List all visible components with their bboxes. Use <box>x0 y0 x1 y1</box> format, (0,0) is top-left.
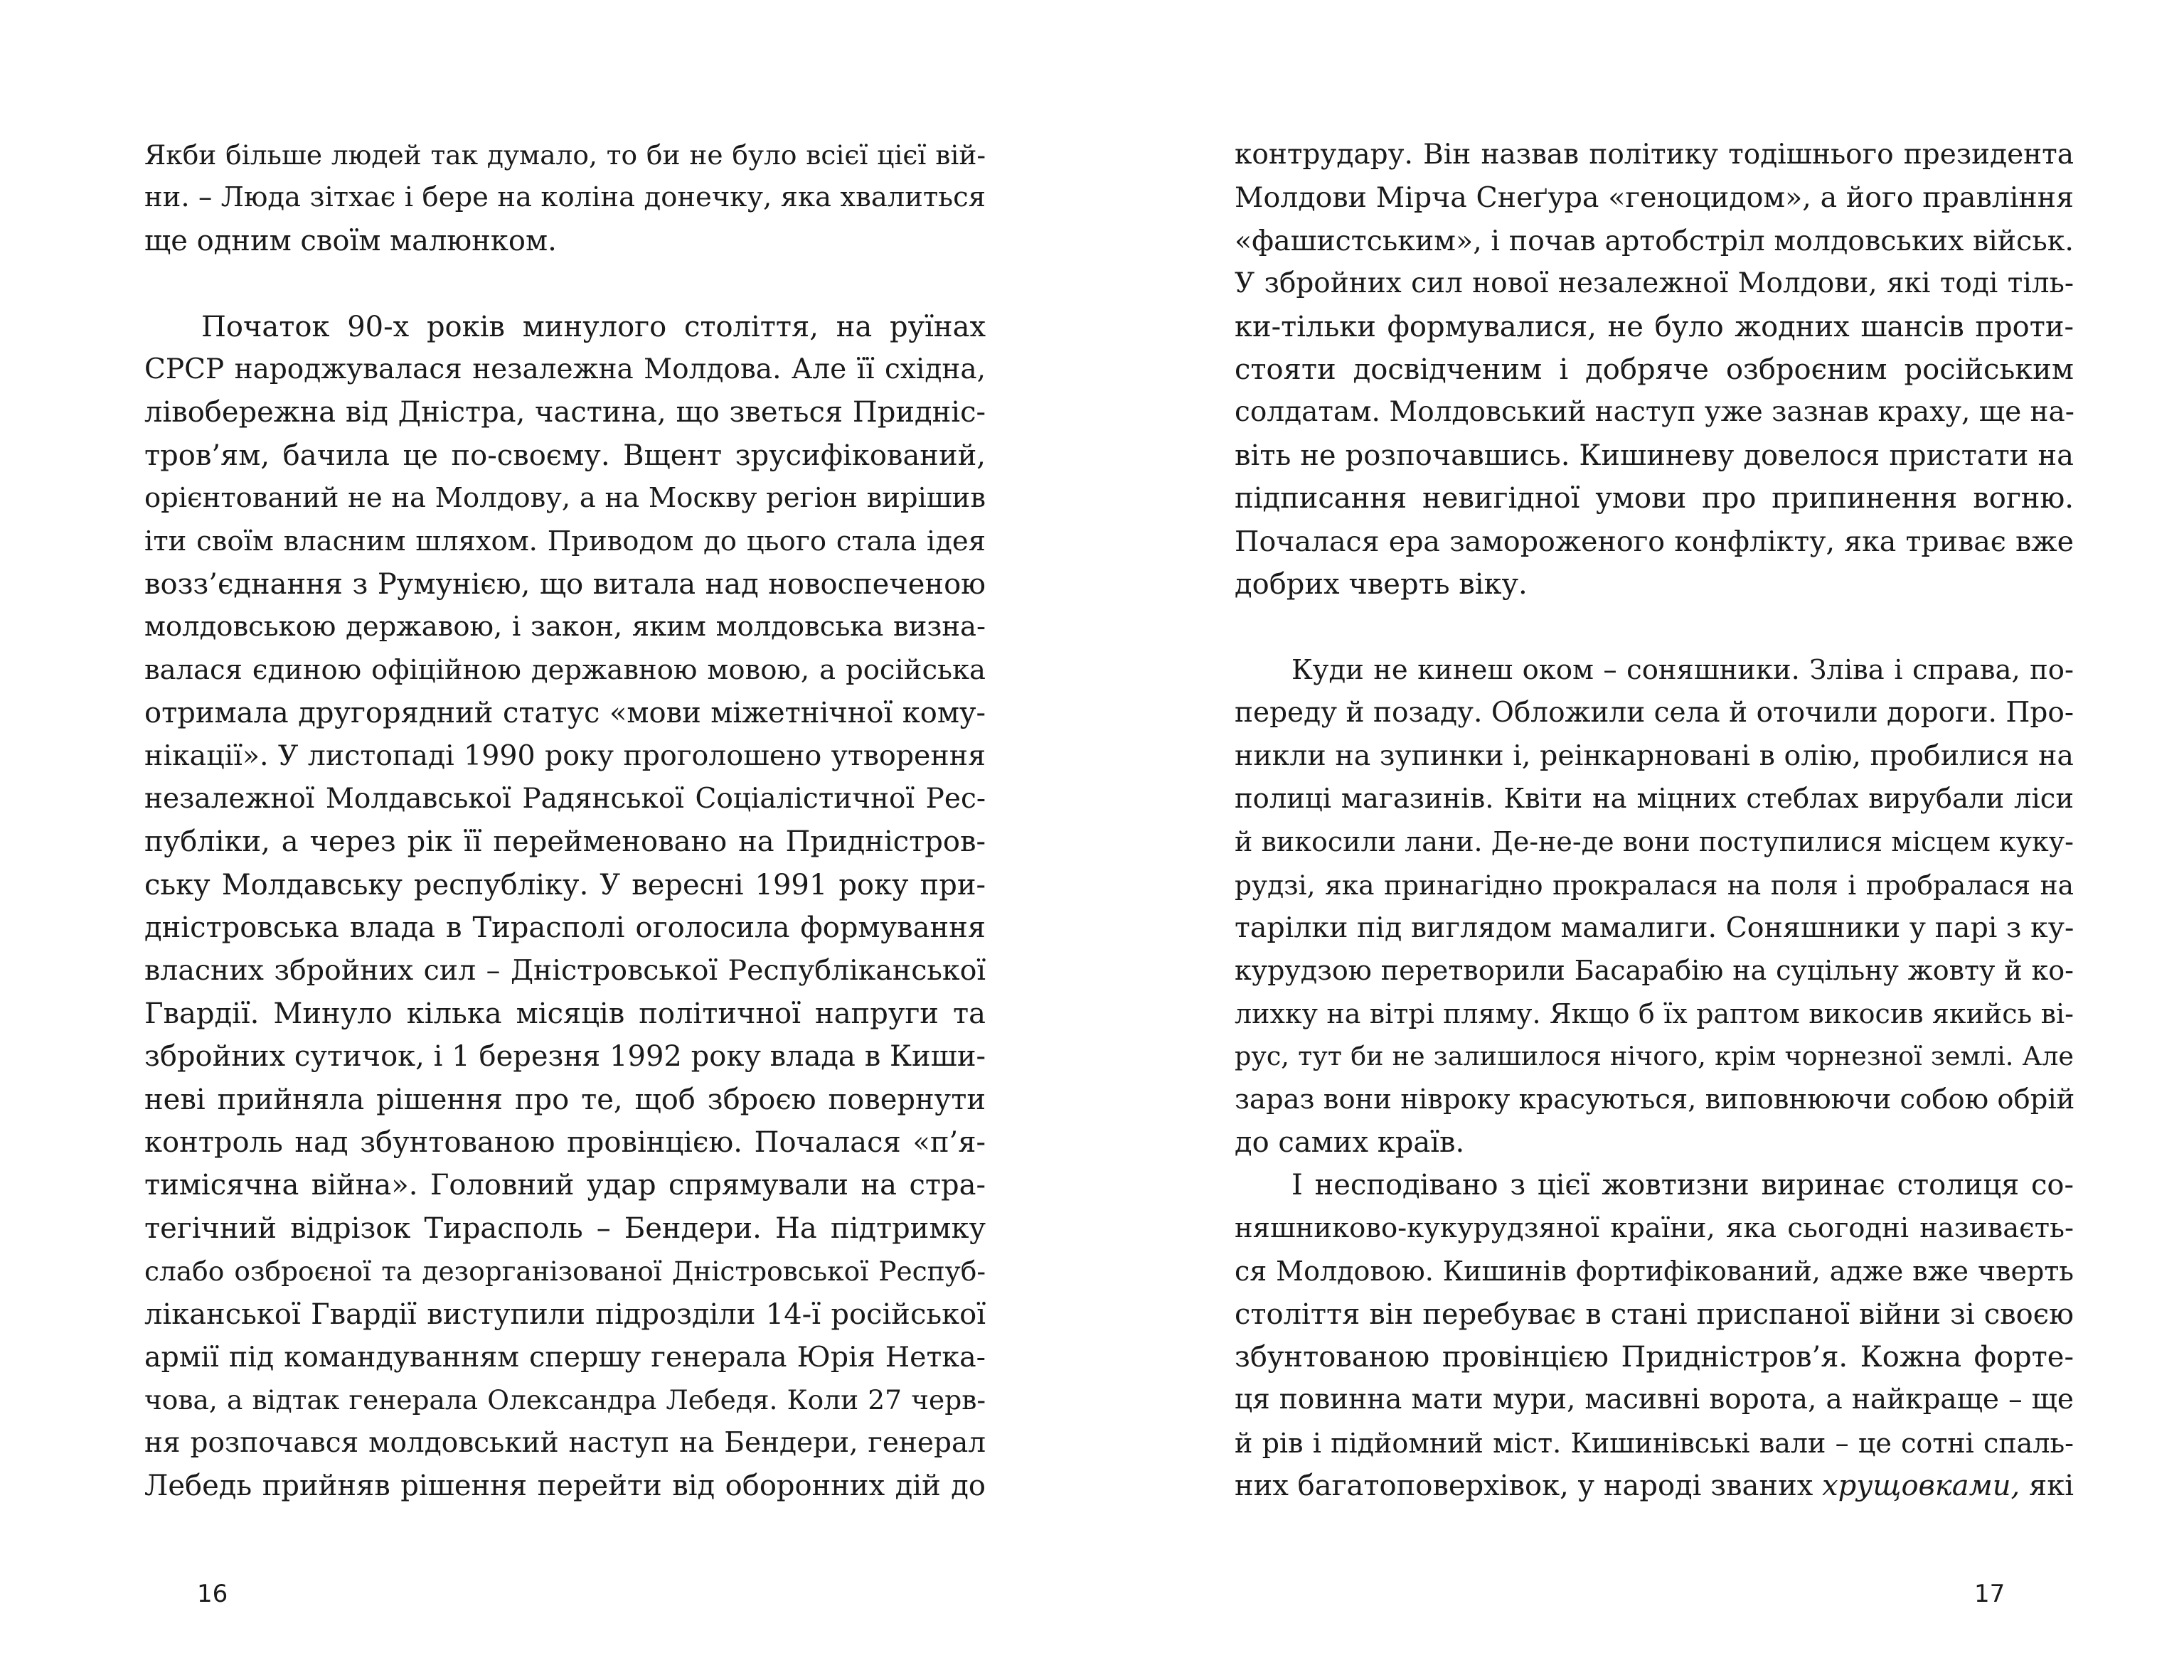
text-line: ни. – Люда зітхає і бере на коліна донечку, яка хвалиться <box>144 181 986 214</box>
text-line: ки-тільки формувалися, не було жодних шансів проти- <box>1235 310 2074 343</box>
text-line: стояти досвідченим і добряче озброєним російським <box>1235 353 2074 386</box>
text-line: віть не розпочавшись. Кишиневу довелося пристати на <box>1235 439 2074 472</box>
text-line: полиці магазинів. Квіти на міцних стеблах вирубали ліси <box>1235 782 2074 815</box>
text-line <box>1235 1465 2074 1507</box>
text-line: Куди не кинеш оком – соняшники. Зліва і справа, по- <box>1291 653 2074 686</box>
paragraph-gap <box>144 262 986 305</box>
text-line: збройних сутичок, і 1 березня 1992 року влада в Киши- <box>144 1040 986 1074</box>
text-line: контроль над збунтованою провінцією. Почалася «п’я- <box>144 1125 986 1159</box>
text-line: Почалася ера замороженого конфлікту, яка триває вже <box>1235 525 2074 558</box>
text-line: зараз вони нівроку красуються, виповнюючи собою обрій <box>1235 1083 2075 1115</box>
text-line: тегічний відрізок Тирасполь – Бендери. На підтримку <box>144 1211 986 1245</box>
text-line: тров’ям, бачила це по-своєму. Вщент зрусифікований, <box>144 439 986 472</box>
text-line: солдатам. Молдовський наступ уже зазнав краху, ще на- <box>1235 396 2074 429</box>
right-page-number: 17 <box>1974 1580 2005 1608</box>
text-line: збунтованою провінцією Придністров’я. Кожна форте- <box>1235 1340 2074 1374</box>
text-line: добрих чверть віку. <box>1235 567 1528 601</box>
text-line: ня розпочався молдовський наступ на Бендери, генерал <box>144 1426 986 1459</box>
text-line: Гвардії. Минуло кілька місяців політичної напруги та <box>144 997 986 1030</box>
text-run: них багатоповерхівок, у народі званих <box>1235 1470 1813 1503</box>
text-line: ся Молдовою. Кишинів фортифікований, адже вже чверть <box>1235 1256 2074 1288</box>
text-line: тарілки під виглядом мамалиги. Соняшники у парі з ку- <box>1235 911 2074 945</box>
text-line: орієнтований не на Молдову, а на Москву регіон вирішив <box>144 482 986 515</box>
text-line: армії під командуванням спершу генерала Юрія Нетка- <box>144 1340 986 1374</box>
text-line: іти своїм власним шляхом. Приводом до цього стала ідея <box>144 525 986 557</box>
italic-run: хрущовками, <box>1822 1470 2020 1503</box>
text-line: власних збройних сил – Дністровської Республіканської <box>144 954 986 988</box>
text-line: контрудару. Він назвав політику тодішнього президента <box>1235 139 2074 171</box>
text-line: І несподівано з цієї жовтизни виринає столиця со- <box>1291 1169 2074 1202</box>
text-line: слабо озброєної та дезорганізованої Дністровської Респуб- <box>144 1256 986 1288</box>
text-line: й викосили лани. Де-не-де вони поступилися місцем куку- <box>1235 826 2074 858</box>
text-line: ську Молдавську республіку. У вересні 1991 року при- <box>144 868 986 901</box>
text-line: Лебедь прийняв рішення перейти від оборонних дій до <box>144 1470 986 1503</box>
text-line: У збройних сил нової незалежної Молдови, які тоді тіль- <box>1235 267 2074 300</box>
text-line: століття він перебуває в стані приспаної війни зі своєю <box>1235 1298 2074 1331</box>
text-line: чова, а відтак генерала Олександра Лебедя. Коли 27 черв- <box>144 1384 986 1416</box>
text-line: валася єдиною офіційною державною мовою, а російська <box>144 653 986 686</box>
text-line: незалежної Молдавської Радянської Соціалістичної Рес- <box>144 782 986 815</box>
text-run: які <box>2028 1470 2074 1503</box>
paragraph-gap <box>1235 606 2074 648</box>
text-line: тимісячна війна». Головний удар спрямували на стра- <box>144 1169 986 1202</box>
right-page <box>1092 0 2184 1680</box>
text-line: «фашистським», і почав артобстріл молдовських військ. <box>1235 224 2074 257</box>
text-line: Якби більше людей так думало, то би не було всієї цієї вій- <box>144 139 986 171</box>
text-line: неві прийняла рішення про те, щоб зброєю повернути <box>144 1083 986 1116</box>
text-line: няшниково-кукурудзяної країни, яка сьогодні називаєть- <box>1235 1211 2074 1244</box>
right-text-column <box>1235 134 2074 1508</box>
text-line: возз’єднання з Румунією, що витала над новоспеченою <box>144 567 986 601</box>
text-line: лівобережна від Дністра, частина, що зветься Придніс- <box>144 396 986 429</box>
left-text-column <box>144 134 986 1508</box>
text-line: Молдови Мірча Снеґура «геноцидом», а його правління <box>1235 181 2074 215</box>
text-line: ще одним своїм малюнком. <box>144 224 557 257</box>
text-line: дністровська влада в Тирасполі оголосила формування <box>144 911 986 945</box>
text-line: до самих країв. <box>1235 1125 1465 1159</box>
text-line: публіки, а через рік її перейменовано на Придністров- <box>144 825 986 859</box>
text-line: підписання невигідної умови про припинення вогню. <box>1235 482 2074 515</box>
text-line: рудзі, яка принагідно прокралася на поля і пробралася на <box>1235 869 2074 901</box>
text-line: й рів і підйомний міст. Кишинівські вали – це сотні спаль- <box>1235 1427 2074 1459</box>
text-line: курудзою перетворили Басарабію на суцільну жовту й ко- <box>1235 955 2074 987</box>
text-line: переду й позаду. Обложили села й оточили дороги. Про- <box>1235 697 2074 729</box>
text-line: Початок 90-х років минулого століття, на руїнах <box>201 310 986 343</box>
text-line: СРСР народжувалася незалежна Молдова. Але її східна, <box>144 353 986 385</box>
text-line: рус, тут би не залишилося нічого, крім чорнезної землі. Але <box>1235 1041 2074 1072</box>
left-page-number: 16 <box>197 1580 228 1608</box>
text-line: никли на зупинки і, реінкарновані в олію, пробилися на <box>1235 739 2074 773</box>
text-line: ця повинна мати мури, масивні ворота, а найкраще – ще <box>1235 1384 2074 1416</box>
text-line: ліканської Гвардії виступили підрозділи 14-ї російської <box>144 1298 986 1331</box>
text-line: отримала другорядний статус «мови міжетнічної кому- <box>144 697 986 730</box>
text-line: нікації». У листопаді 1990 року проголошено утворення <box>144 739 986 773</box>
text-line: лихку на вітрі пляму. Якщо б їх раптом викосив якийсь ві- <box>1235 997 2074 1029</box>
text-line: молдовською державою, і закон, яким молдовська визна- <box>144 611 986 643</box>
